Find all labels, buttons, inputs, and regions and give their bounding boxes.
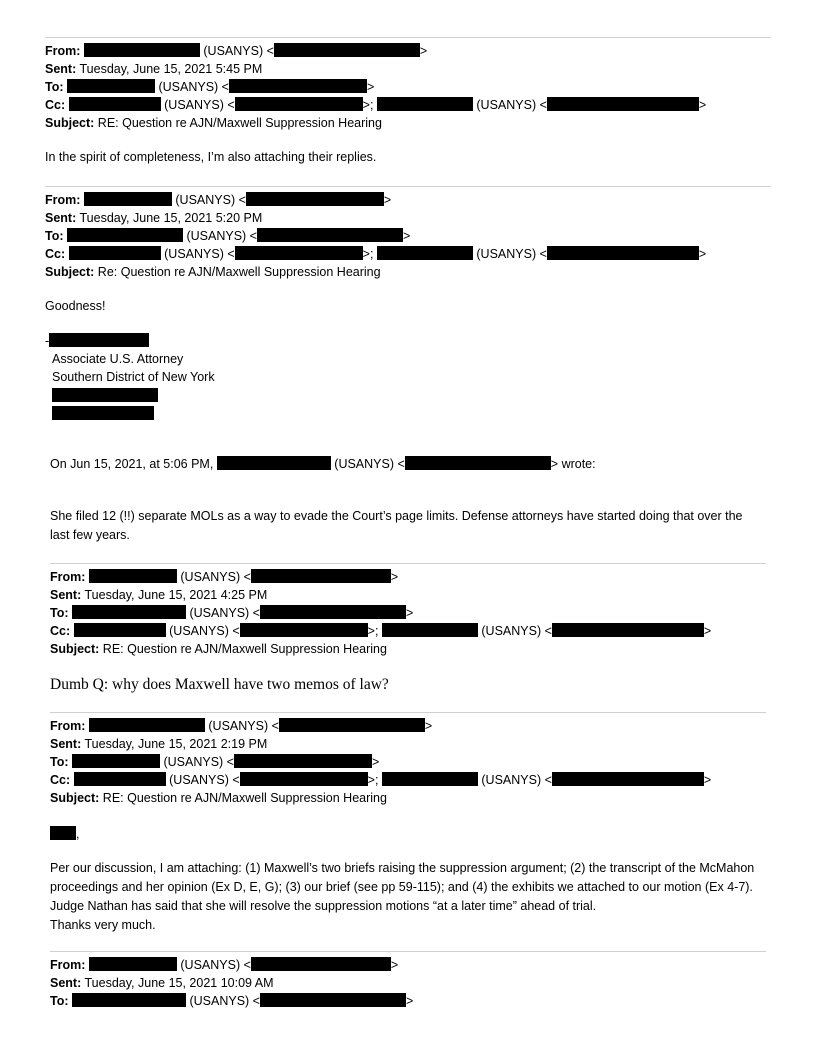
redaction (235, 97, 363, 111)
redaction (72, 605, 186, 619)
sent-value: Tuesday, June 15, 2021 5:45 PM (79, 62, 263, 76)
redaction (52, 388, 158, 402)
separator-rule (50, 563, 766, 564)
subject-value: RE: Question re AJN/Maxwell Suppression Hearing (97, 116, 382, 130)
cc-line (50, 623, 711, 639)
bracket: > (383, 193, 392, 207)
redaction (260, 605, 406, 619)
cc-label: Cc: (50, 773, 71, 787)
redaction (552, 772, 704, 786)
bracket: > (372, 755, 380, 769)
to-label: To: (45, 229, 64, 243)
redaction (547, 97, 699, 111)
redaction (382, 623, 478, 637)
subject-line (50, 790, 387, 806)
redaction (67, 228, 183, 242)
redaction (89, 718, 205, 732)
org-tag: (USANYS) < (175, 193, 246, 207)
separator-rule (45, 37, 771, 38)
redaction (382, 772, 478, 786)
bracket: > (703, 773, 712, 787)
from-label: From: (45, 44, 81, 58)
bracket: > (390, 958, 399, 972)
org-tag: (USANYS) < (189, 606, 260, 620)
redaction (229, 79, 367, 93)
redaction (377, 97, 473, 111)
org-tag: (USANYS) < (164, 247, 235, 261)
from-label: From: (45, 193, 81, 207)
greeting (50, 826, 79, 842)
org-tag: (USANYS) < (476, 247, 547, 261)
quoted-body: She filed 12 (!!) separate MOLs as a way to evade the Court’s page limits. Defense attorneys have started doing that over the last few years. (50, 509, 743, 542)
redaction (49, 333, 149, 347)
redaction (72, 993, 186, 1007)
to-line (50, 993, 413, 1009)
redaction (234, 754, 372, 768)
from-line (50, 569, 398, 585)
redaction (279, 718, 425, 732)
cc-label: Cc: (45, 247, 66, 261)
to-label: To: (50, 606, 69, 620)
bracket: > (698, 98, 707, 112)
redaction (547, 246, 699, 260)
redaction (405, 456, 551, 470)
redaction (251, 569, 391, 583)
redaction (67, 79, 155, 93)
cc-line (45, 246, 706, 262)
org-tag: (USANYS) < (208, 719, 279, 733)
subject-label: Subject: (45, 116, 95, 130)
subject-line (50, 641, 387, 657)
to-label: To: (50, 994, 69, 1008)
org-tag: (USANYS) < (481, 624, 552, 638)
redaction (251, 957, 391, 971)
org-tag: (USANYS) < (334, 457, 405, 471)
bracket: > (390, 570, 399, 584)
redaction (240, 623, 368, 637)
cc-label: Cc: (50, 624, 71, 638)
sent-line (50, 975, 274, 991)
subject-label: Subject: (50, 791, 100, 805)
to-label: To: (45, 80, 64, 94)
redaction (50, 826, 76, 840)
org-tag: (USANYS) < (481, 773, 552, 787)
org-tag: (USANYS) < (180, 958, 251, 972)
separator-rule (50, 712, 766, 713)
sent-value: Tuesday, June 15, 2021 10:09 AM (84, 976, 274, 990)
sent-value: Tuesday, June 15, 2021 5:20 PM (79, 211, 263, 225)
org-tag: (USANYS) < (164, 98, 235, 112)
redaction (260, 993, 406, 1007)
sent-label: Sent: (45, 211, 77, 225)
sent-label: Sent: (50, 976, 82, 990)
signature-name (45, 333, 149, 349)
redaction (257, 228, 403, 242)
sent-line (45, 210, 262, 226)
sent-line (50, 736, 267, 752)
bracket: >; (362, 98, 374, 112)
redaction (52, 406, 154, 420)
cc-label: Cc: (45, 98, 66, 112)
org-tag: (USANYS) < (189, 994, 260, 1008)
from-line (45, 43, 427, 59)
email-body: In the spirit of completeness, I’m also attaching their replies. (45, 150, 377, 164)
cc-line (45, 97, 706, 113)
from-label: From: (50, 719, 86, 733)
org-tag: (USANYS) < (158, 80, 229, 94)
sent-label: Sent: (50, 737, 82, 751)
subject-label: Subject: (50, 642, 100, 656)
signature-title: Associate U.S. Attorney (52, 352, 184, 366)
redaction (246, 192, 384, 206)
subject-label: Subject: (45, 265, 95, 279)
redaction (240, 772, 368, 786)
subject-line (45, 115, 382, 131)
to-line (50, 605, 413, 621)
bracket: > (703, 624, 712, 638)
org-tag: (USANYS) < (186, 229, 257, 243)
signature-office: Southern District of New York (52, 370, 215, 384)
sent-value: Tuesday, June 15, 2021 4:25 PM (84, 588, 268, 602)
bracket: >; (367, 773, 379, 787)
quote-intro (50, 456, 596, 472)
org-tag: (USANYS) < (163, 755, 234, 769)
email-body-closing: Thanks very much. (50, 918, 156, 932)
redaction (84, 43, 200, 57)
bracket: > (403, 229, 411, 243)
redaction (89, 957, 177, 971)
email-body: Goodness! (45, 299, 106, 313)
org-tag: (USANYS) < (180, 570, 251, 584)
redaction (74, 623, 166, 637)
to-line (45, 228, 410, 244)
redaction (552, 623, 704, 637)
bracket: > (698, 247, 707, 261)
subject-value: RE: Question re AJN/Maxwell Suppression Hearing (102, 642, 387, 656)
redaction (217, 456, 331, 470)
subject-value: Re: Question re AJN/Maxwell Suppression Hearing (97, 265, 381, 279)
separator-rule (50, 951, 766, 952)
cc-line (50, 772, 711, 788)
bracket: > (406, 606, 414, 620)
redaction (72, 754, 160, 768)
from-label: From: (50, 570, 86, 584)
subject-line (45, 264, 381, 280)
bracket: >; (362, 247, 374, 261)
email-body: Dumb Q: why does Maxwell have two memos of law? (50, 676, 389, 693)
quote-intro-text: On Jun 15, 2021, at 5:06 PM, (50, 457, 214, 471)
bracket: >; (367, 624, 379, 638)
redaction (274, 43, 420, 57)
from-line (45, 192, 391, 208)
org-tag: (USANYS) < (169, 773, 240, 787)
sent-line (45, 61, 262, 77)
from-label: From: (50, 958, 86, 972)
from-line (50, 718, 432, 734)
to-line (45, 79, 374, 95)
bracket: > (419, 44, 428, 58)
redaction (377, 246, 473, 260)
greeting-comma: , (76, 827, 80, 841)
separator-rule (45, 186, 771, 187)
redaction (74, 772, 166, 786)
quote-intro-suffix: > wrote: (550, 457, 596, 471)
from-line (50, 957, 398, 973)
sent-label: Sent: (45, 62, 77, 76)
org-tag: (USANYS) < (203, 44, 274, 58)
to-label: To: (50, 755, 69, 769)
bracket: > (424, 719, 433, 733)
subject-value: RE: Question re AJN/Maxwell Suppression Hearing (102, 791, 387, 805)
org-tag: (USANYS) < (169, 624, 240, 638)
bracket: > (406, 994, 414, 1008)
bracket: > (367, 80, 375, 94)
sent-value: Tuesday, June 15, 2021 2:19 PM (84, 737, 268, 751)
redaction (69, 246, 161, 260)
signature-dash: - (45, 334, 50, 348)
email-body: Per our discussion, I am attaching: (1) Maxwell’s two briefs raising the suppression argument; (2) the transcript of the McMahon proceedings and her opinion (Ex D, E, G); (3) our brief (see pp 59-115); and (4) the exhibits we attached to our motion (Ex 4-7). Judge Nathan has said that she will resolve the suppression motions “at a later time” ahead of trial. (50, 861, 755, 913)
org-tag: (USANYS) < (476, 98, 547, 112)
redaction (69, 97, 161, 111)
to-line (50, 754, 379, 770)
redaction (89, 569, 177, 583)
redaction (84, 192, 172, 206)
sent-line (50, 587, 267, 603)
sent-label: Sent: (50, 588, 82, 602)
redaction (235, 246, 363, 260)
